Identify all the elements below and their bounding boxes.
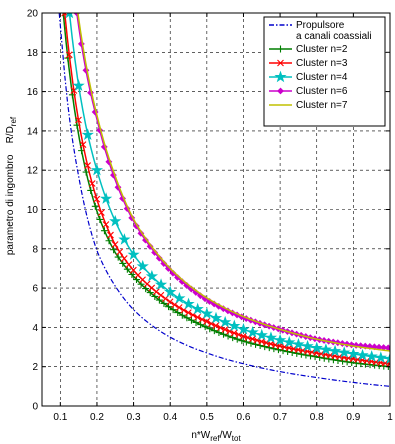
y-axis-label-sub: ref [9, 116, 18, 127]
x-axis-label-mid: /W [219, 430, 232, 441]
legend-label: Cluster n=6 [296, 86, 348, 97]
x-tick-label: 0.2 [89, 412, 104, 423]
y-axis-label-sym: R/D [5, 126, 16, 144]
legend-label: a canali coassiali [296, 31, 372, 42]
legend-label: Cluster n=3 [296, 58, 348, 69]
y-tick-label: 6 [32, 283, 38, 295]
x-tick-label: 0.6 [236, 412, 251, 423]
y-tick-label: 10 [26, 205, 38, 216]
x-axis-label-base: n*W [191, 430, 211, 441]
x-tick-label: 1 [387, 412, 393, 423]
x-tick-label: 0.8 [309, 412, 324, 423]
y-tick-label: 18 [26, 47, 38, 59]
x-axis-label [191, 430, 241, 443]
y-tick-label: 0 [32, 401, 38, 413]
x-axis-label-sub1: ref [210, 434, 220, 443]
y-tick-label: 16 [26, 87, 38, 99]
x-tick-label: 0.5 [199, 412, 214, 423]
legend-label: Cluster n=7 [296, 100, 348, 111]
y-tick-label: 20 [26, 8, 38, 20]
y-tick-label: 4 [32, 322, 38, 334]
x-tick-label: 0.1 [53, 412, 68, 423]
y-axis-label-text: parametro di ingombro [5, 154, 16, 256]
x-tick-label: 0.9 [346, 412, 361, 423]
y-axis-label [5, 116, 18, 255]
x-tick-label: 0.3 [126, 412, 141, 423]
legend-label: Propulsore [296, 20, 345, 31]
y-tick-label: 12 [26, 165, 38, 177]
y-tick-label: 2 [32, 362, 38, 374]
y-tick-label: 8 [32, 244, 38, 256]
legend-label: Cluster n=2 [296, 44, 348, 55]
x-axis-label-sub2: tot [231, 434, 241, 443]
y-tick-label: 14 [26, 126, 38, 138]
y-axis-label-gap [5, 143, 16, 154]
legend [264, 17, 385, 126]
legend-label: Cluster n=4 [296, 72, 348, 83]
x-tick-label: 0.7 [273, 412, 288, 423]
x-tick-label: 0.4 [163, 412, 178, 423]
